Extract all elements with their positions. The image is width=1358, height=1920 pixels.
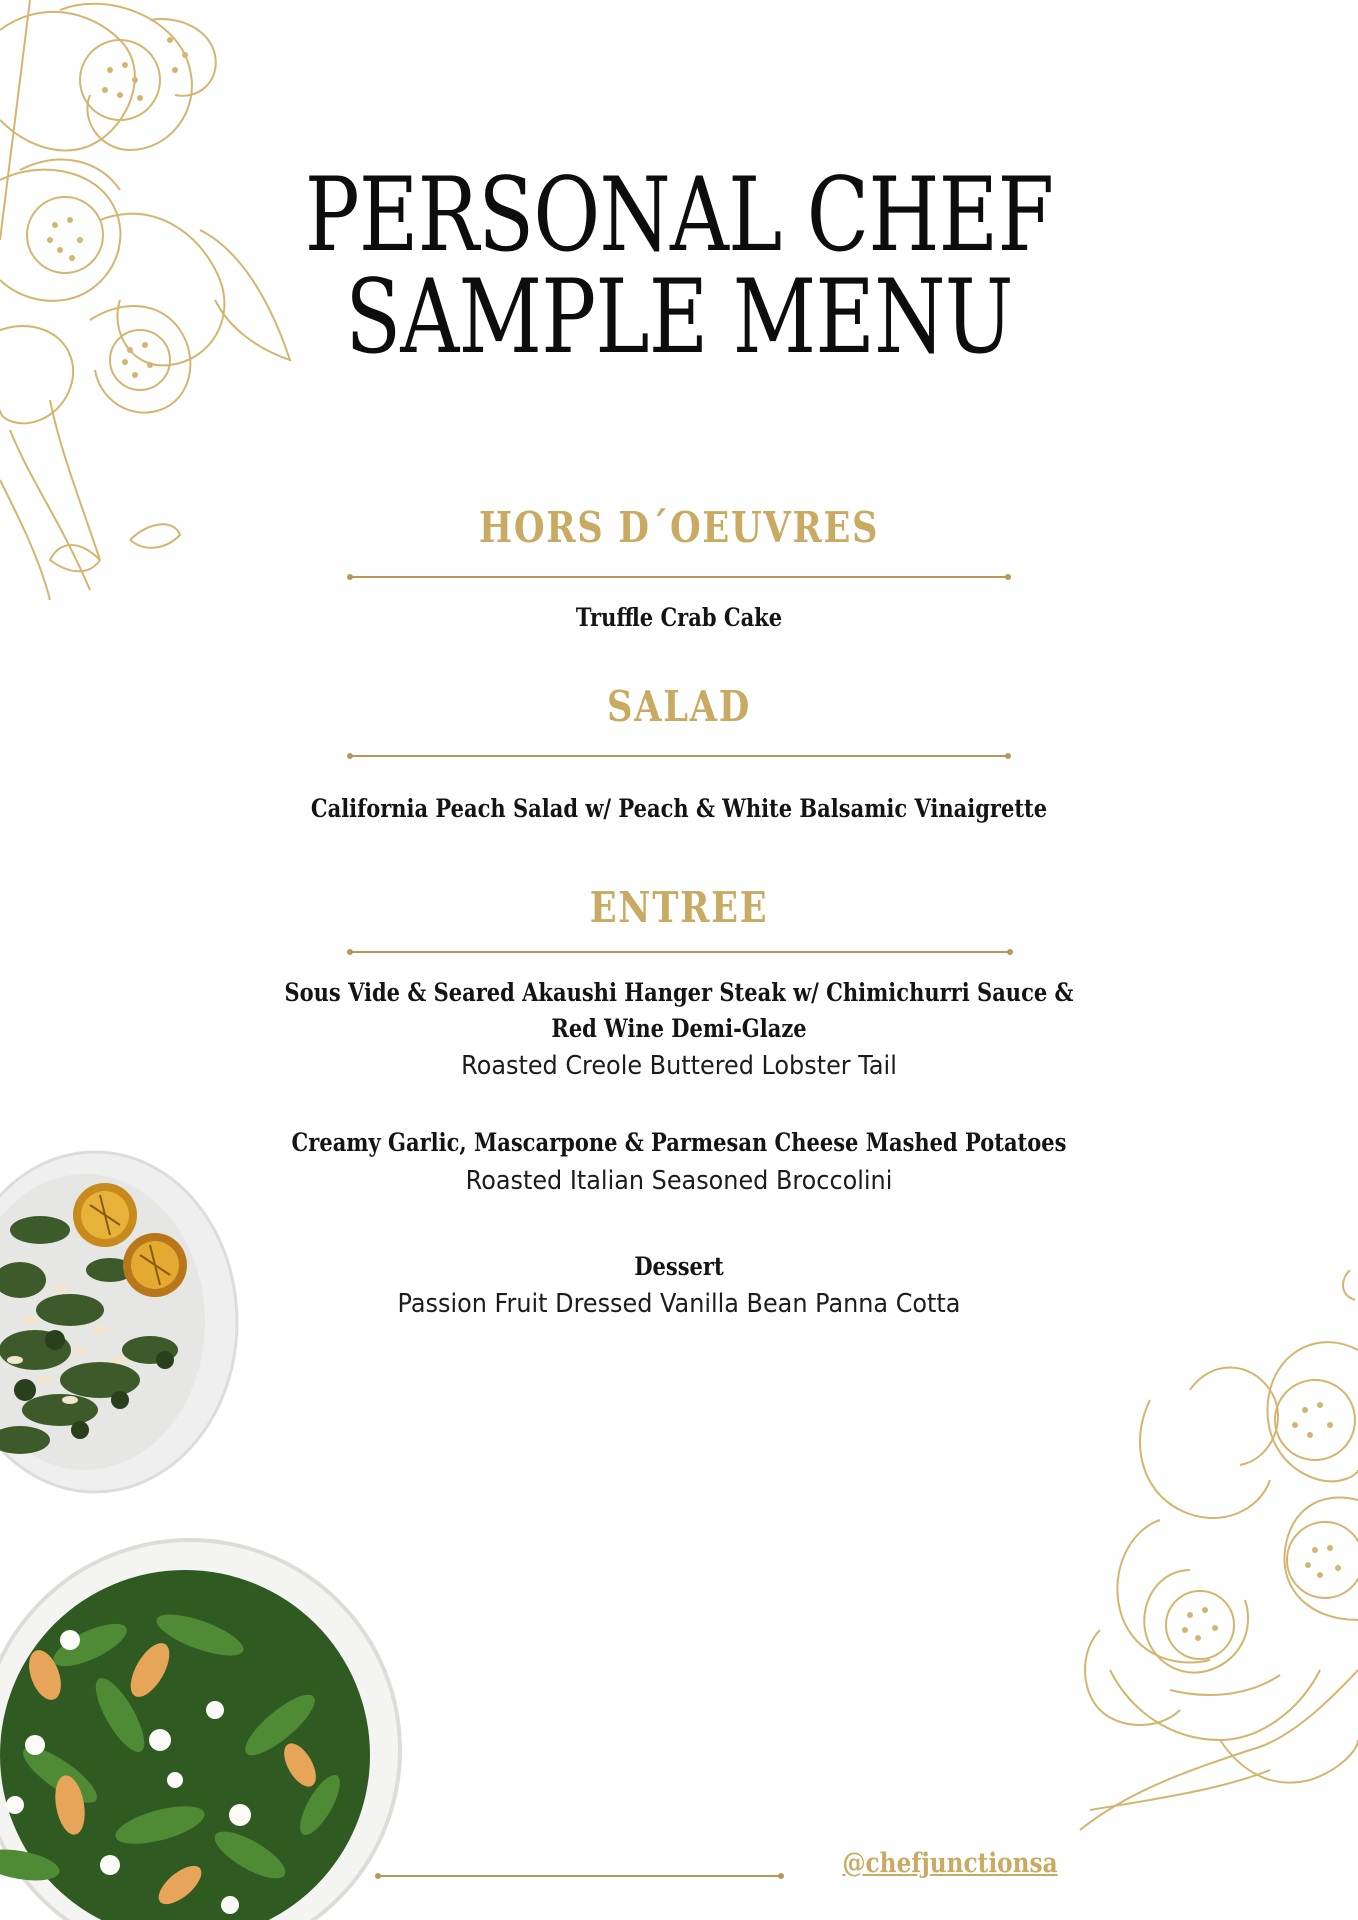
section-heading-hors-doeuvres: HORS D´OEUVRES bbox=[478, 503, 880, 552]
menu-item-lobster-tail: Roasted Creole Buttered Lobster Tail bbox=[461, 1051, 897, 1081]
section-heading-salad: SALAD bbox=[606, 682, 752, 731]
section-heading-entree: ENTREE bbox=[589, 883, 769, 932]
menu-item-hanger-steak-line-2: Red Wine Demi-Glaze bbox=[551, 1014, 807, 1043]
menu-item-hanger-steak-line-1: Sous Vide & Seared Akaushi Hanger Steak w/ Chimichurri Sauce & bbox=[284, 978, 1074, 1007]
broccolini-plate-photo bbox=[0, 1150, 240, 1495]
menu-item-mashed-potatoes: Creamy Garlic, Mascarpone & Parmesan Cheese Mashed Potatoes bbox=[291, 1128, 1067, 1157]
menu-item-broccolini: Roasted Italian Seasoned Broccolini bbox=[465, 1166, 893, 1196]
title-line-2: SAMPLE MENU bbox=[345, 258, 1013, 377]
menu-item-truffle-crab-cake: Truffle Crab Cake bbox=[575, 603, 783, 632]
divider-hors-doeuvres bbox=[350, 576, 1008, 578]
dessert-label: Dessert bbox=[634, 1252, 724, 1281]
divider-salad bbox=[350, 755, 1008, 757]
footer-divider bbox=[378, 1875, 781, 1877]
menu-item-california-peach-salad: California Peach Salad w/ Peach & White Balsamic Vinaigrette bbox=[310, 794, 1048, 823]
menu-item-panna-cotta: Passion Fruit Dressed Vanilla Bean Panna Cotta bbox=[397, 1289, 961, 1319]
social-handle-link[interactable]: @chefjunctionsa bbox=[842, 1848, 1058, 1879]
page-title bbox=[136, 156, 1222, 377]
divider-entree bbox=[350, 951, 1010, 953]
floral-illustration-bottom-right bbox=[1070, 1270, 1358, 1850]
salad-bowl-photo bbox=[0, 1525, 410, 1920]
title-line-1: PERSONAL CHEF bbox=[304, 156, 1054, 275]
